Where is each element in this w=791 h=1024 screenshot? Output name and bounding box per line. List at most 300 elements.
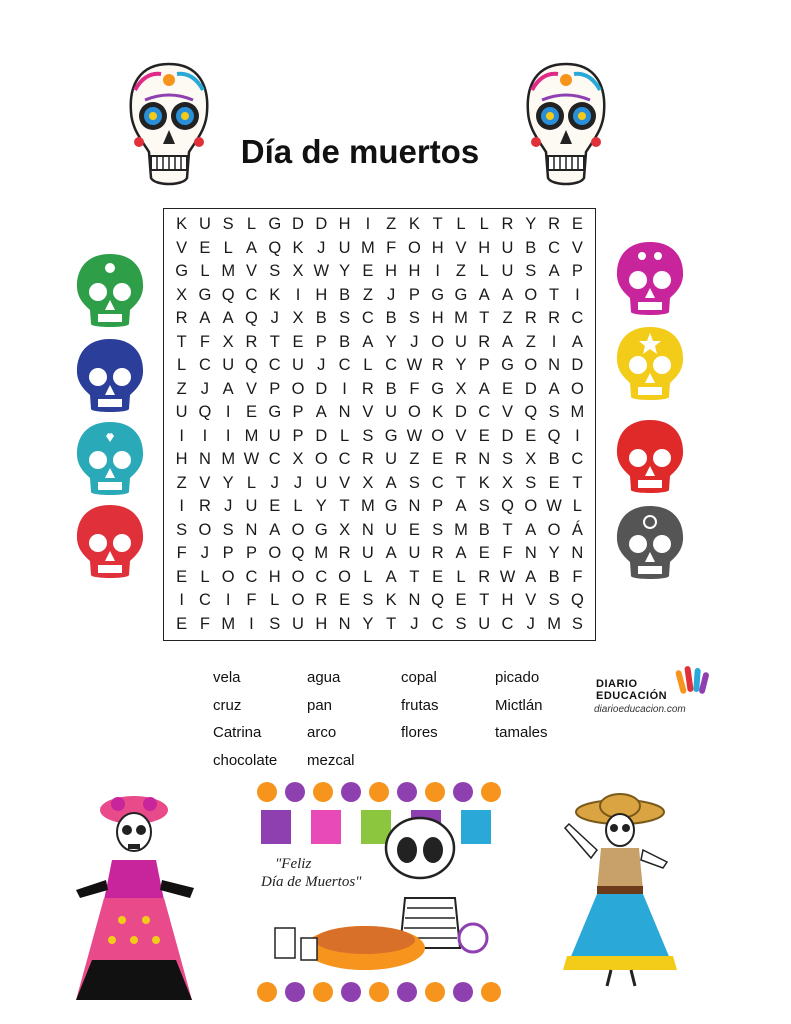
- grid-letter[interactable]: A: [385, 567, 397, 586]
- grid-letter[interactable]: J: [526, 614, 535, 633]
- grid-letter[interactable]: C: [431, 614, 444, 633]
- grid-letter[interactable]: X: [222, 332, 234, 351]
- grid-letter[interactable]: C: [245, 567, 258, 586]
- grid-letter[interactable]: X: [455, 379, 467, 398]
- grid-letter[interactable]: D: [501, 426, 514, 445]
- grid-letter[interactable]: Q: [198, 403, 212, 421]
- grid-letter[interactable]: Q: [431, 591, 445, 609]
- grid-letter[interactable]: L: [479, 215, 489, 233]
- grid-letter[interactable]: O: [547, 520, 561, 539]
- grid-letter[interactable]: N: [524, 544, 537, 562]
- grid-letter[interactable]: A: [222, 379, 234, 398]
- grid-letter[interactable]: Y: [222, 473, 234, 492]
- grid-letter[interactable]: Y: [339, 262, 351, 280]
- grid-letter[interactable]: A: [571, 332, 583, 351]
- grid-letter[interactable]: G: [268, 215, 282, 233]
- grid-letter[interactable]: C: [198, 356, 211, 374]
- grid-letter[interactable]: K: [269, 285, 281, 304]
- grid-letter[interactable]: J: [270, 473, 279, 492]
- grid-letter[interactable]: O: [291, 591, 305, 609]
- grid-letter[interactable]: E: [339, 591, 351, 609]
- grid-letter[interactable]: S: [548, 591, 560, 609]
- grid-letter[interactable]: E: [269, 497, 281, 515]
- grid-letter[interactable]: T: [572, 473, 583, 492]
- grid-letter[interactable]: Z: [409, 450, 420, 468]
- grid-letter[interactable]: R: [548, 309, 561, 327]
- grid-letter[interactable]: Q: [501, 497, 514, 515]
- grid-letter[interactable]: N: [548, 356, 561, 374]
- grid-letter[interactable]: D: [315, 215, 328, 233]
- grid-letter[interactable]: U: [385, 520, 398, 539]
- grid-letter[interactable]: K: [478, 473, 490, 492]
- grid-letter[interactable]: B: [385, 309, 397, 327]
- grid-letter[interactable]: E: [362, 262, 374, 280]
- grid-letter[interactable]: N: [408, 591, 421, 609]
- grid-letter[interactable]: S: [222, 520, 234, 539]
- grid-letter[interactable]: H: [315, 285, 328, 304]
- grid-letter[interactable]: D: [315, 379, 328, 398]
- grid-letter[interactable]: V: [571, 238, 583, 257]
- grid-letter[interactable]: N: [338, 403, 351, 421]
- grid-letter[interactable]: R: [524, 309, 537, 327]
- grid-letter[interactable]: E: [176, 567, 188, 586]
- grid-letter[interactable]: S: [502, 450, 514, 468]
- grid-letter[interactable]: E: [478, 544, 490, 562]
- grid-letter[interactable]: V: [362, 403, 374, 421]
- grid-letter[interactable]: J: [200, 379, 210, 398]
- grid-letter[interactable]: J: [387, 285, 396, 304]
- grid-letter[interactable]: W: [406, 356, 423, 374]
- grid-letter[interactable]: G: [454, 285, 468, 304]
- grid-letter[interactable]: R: [478, 567, 491, 586]
- grid-letter[interactable]: E: [502, 379, 514, 398]
- grid-letter[interactable]: K: [408, 215, 420, 233]
- grid-letter[interactable]: J: [200, 544, 210, 562]
- grid-letter[interactable]: L: [223, 238, 233, 257]
- grid-letter[interactable]: O: [407, 238, 421, 257]
- grid-letter[interactable]: J: [317, 356, 326, 374]
- grid-letter[interactable]: V: [339, 473, 351, 492]
- grid-letter[interactable]: D: [524, 379, 537, 398]
- grid-letter[interactable]: H: [431, 238, 444, 257]
- grid-letter[interactable]: B: [385, 379, 397, 398]
- grid-letter[interactable]: G: [314, 520, 328, 539]
- grid-letter[interactable]: O: [431, 426, 445, 445]
- grid-letter[interactable]: I: [179, 497, 184, 515]
- grid-letter[interactable]: Q: [524, 403, 538, 421]
- grid-letter[interactable]: A: [385, 544, 397, 562]
- grid-letter[interactable]: E: [455, 591, 467, 609]
- grid-letter[interactable]: C: [385, 356, 398, 374]
- grid-letter[interactable]: O: [198, 520, 212, 539]
- grid-letter[interactable]: K: [176, 215, 188, 233]
- grid-letter[interactable]: B: [548, 567, 560, 586]
- grid-letter[interactable]: G: [175, 262, 189, 280]
- grid-letter[interactable]: Q: [291, 544, 305, 562]
- grid-letter[interactable]: V: [502, 403, 514, 421]
- grid-letter[interactable]: A: [222, 309, 234, 327]
- grid-letter[interactable]: U: [315, 473, 328, 492]
- grid-letter[interactable]: E: [176, 614, 188, 633]
- grid-letter[interactable]: G: [501, 356, 514, 374]
- grid-letter[interactable]: V: [176, 238, 188, 257]
- grid-letter[interactable]: T: [479, 309, 490, 327]
- grid-letter[interactable]: S: [408, 473, 420, 492]
- grid-letter[interactable]: C: [571, 309, 584, 327]
- grid-letter[interactable]: P: [571, 262, 583, 280]
- grid-letter[interactable]: R: [198, 497, 211, 515]
- grid-letter[interactable]: A: [455, 497, 467, 515]
- grid-letter[interactable]: M: [570, 403, 585, 421]
- grid-letter[interactable]: A: [525, 567, 537, 586]
- grid-letter[interactable]: F: [176, 544, 187, 562]
- grid-letter[interactable]: Y: [548, 544, 560, 562]
- grid-letter[interactable]: M: [314, 544, 329, 562]
- grid-letter[interactable]: A: [502, 332, 514, 351]
- grid-letter[interactable]: S: [478, 497, 490, 515]
- grid-letter[interactable]: X: [525, 450, 537, 468]
- grid-letter[interactable]: O: [431, 332, 445, 351]
- grid-letter[interactable]: B: [548, 450, 560, 468]
- grid-letter[interactable]: I: [202, 426, 208, 445]
- grid-letter[interactable]: Z: [502, 309, 513, 327]
- grid-letter[interactable]: H: [175, 450, 188, 468]
- grid-letter[interactable]: C: [478, 403, 491, 421]
- grid-letter[interactable]: S: [408, 309, 420, 327]
- grid-letter[interactable]: A: [269, 520, 281, 539]
- grid-letter[interactable]: S: [525, 262, 537, 280]
- grid-letter[interactable]: V: [199, 473, 211, 492]
- grid-letter[interactable]: M: [221, 262, 236, 280]
- grid-letter[interactable]: M: [547, 614, 561, 633]
- grid-letter[interactable]: X: [502, 473, 514, 492]
- grid-letter[interactable]: I: [575, 426, 580, 445]
- grid-letter[interactable]: I: [551, 332, 557, 351]
- grid-letter[interactable]: C: [268, 450, 281, 468]
- grid-letter[interactable]: I: [249, 614, 254, 633]
- grid-letter[interactable]: Z: [176, 379, 187, 398]
- grid-letter[interactable]: P: [478, 356, 490, 374]
- grid-letter[interactable]: P: [432, 497, 444, 515]
- grid-letter[interactable]: S: [176, 520, 188, 539]
- grid-letter[interactable]: R: [315, 591, 328, 609]
- grid-letter[interactable]: U: [292, 356, 304, 374]
- grid-letter[interactable]: G: [384, 497, 398, 515]
- grid-letter[interactable]: V: [455, 426, 467, 445]
- grid-letter[interactable]: C: [548, 238, 561, 257]
- grid-letter[interactable]: R: [455, 450, 467, 468]
- grid-letter[interactable]: H: [268, 567, 281, 586]
- grid-letter[interactable]: A: [478, 285, 490, 304]
- grid-letter[interactable]: C: [431, 473, 444, 492]
- grid-letter[interactable]: V: [525, 591, 537, 609]
- grid-letter[interactable]: I: [295, 285, 301, 304]
- grid-letter[interactable]: S: [571, 614, 583, 633]
- grid-letter[interactable]: T: [386, 614, 397, 633]
- grid-letter[interactable]: D: [455, 403, 467, 421]
- grid-letter[interactable]: L: [293, 497, 303, 515]
- grid-letter[interactable]: Q: [221, 285, 235, 304]
- grid-letter[interactable]: C: [338, 450, 351, 468]
- grid-letter[interactable]: U: [175, 403, 188, 421]
- grid-letter[interactable]: C: [268, 356, 281, 374]
- grid-letter[interactable]: A: [199, 309, 211, 327]
- grid-letter[interactable]: A: [502, 285, 514, 304]
- grid-letter[interactable]: O: [291, 520, 305, 539]
- grid-letter[interactable]: S: [548, 403, 560, 421]
- grid-letter[interactable]: C: [338, 356, 351, 374]
- grid-letter[interactable]: U: [198, 215, 211, 233]
- grid-letter[interactable]: P: [222, 544, 234, 562]
- grid-letter[interactable]: O: [291, 379, 305, 398]
- grid-letter[interactable]: U: [385, 450, 398, 468]
- grid-letter[interactable]: U: [245, 497, 258, 515]
- grid-letter[interactable]: E: [245, 403, 257, 421]
- grid-letter[interactable]: Q: [547, 426, 561, 445]
- grid-letter[interactable]: M: [360, 497, 375, 515]
- grid-letter[interactable]: U: [338, 238, 351, 257]
- grid-letter[interactable]: G: [198, 285, 212, 304]
- grid-letter[interactable]: H: [501, 591, 514, 609]
- grid-letter[interactable]: L: [479, 262, 489, 280]
- grid-letter[interactable]: C: [245, 285, 258, 304]
- grid-letter[interactable]: H: [431, 309, 444, 327]
- grid-letter[interactable]: S: [362, 426, 374, 445]
- word-search-grid[interactable]: [163, 208, 596, 641]
- grid-letter[interactable]: X: [362, 473, 374, 492]
- grid-letter[interactable]: W: [313, 262, 330, 280]
- grid-letter[interactable]: I: [225, 426, 231, 445]
- grid-letter[interactable]: U: [501, 238, 514, 257]
- grid-letter[interactable]: A: [315, 403, 327, 421]
- grid-letter[interactable]: L: [456, 215, 466, 233]
- grid-letter[interactable]: B: [478, 520, 490, 539]
- grid-letter[interactable]: R: [361, 450, 374, 468]
- grid-letter[interactable]: L: [246, 215, 257, 233]
- grid-letter[interactable]: O: [291, 567, 305, 586]
- grid-letter[interactable]: O: [338, 567, 351, 586]
- grid-letter[interactable]: C: [501, 614, 514, 633]
- grid-letter[interactable]: I: [575, 285, 580, 304]
- grid-letter[interactable]: J: [270, 309, 279, 327]
- grid-letter[interactable]: R: [501, 215, 514, 233]
- grid-letter[interactable]: M: [244, 426, 259, 445]
- grid-letter[interactable]: Á: [571, 520, 583, 539]
- grid-letter[interactable]: G: [431, 379, 445, 398]
- grid-letter[interactable]: R: [338, 544, 351, 562]
- grid-letter[interactable]: K: [432, 403, 444, 421]
- grid-letter[interactable]: T: [549, 285, 560, 304]
- grid-letter[interactable]: I: [435, 262, 440, 280]
- grid-letter[interactable]: S: [525, 473, 537, 492]
- grid-letter[interactable]: Q: [245, 309, 258, 327]
- grid-letter[interactable]: H: [408, 262, 421, 280]
- grid-letter[interactable]: B: [315, 309, 327, 327]
- grid-letter[interactable]: E: [408, 520, 420, 539]
- grid-letter[interactable]: N: [361, 520, 374, 539]
- grid-letter[interactable]: C: [198, 591, 211, 609]
- grid-letter[interactable]: F: [409, 379, 420, 398]
- grid-letter[interactable]: B: [339, 332, 351, 351]
- grid-letter[interactable]: C: [571, 450, 584, 468]
- grid-letter[interactable]: O: [570, 379, 584, 398]
- grid-letter[interactable]: L: [200, 262, 210, 280]
- grid-letter[interactable]: D: [571, 356, 584, 374]
- grid-letter[interactable]: D: [292, 215, 304, 233]
- grid-letter[interactable]: N: [198, 450, 211, 468]
- grid-letter[interactable]: X: [339, 520, 351, 539]
- grid-letter[interactable]: A: [548, 379, 560, 398]
- grid-letter[interactable]: R: [245, 332, 258, 351]
- grid-letter[interactable]: A: [385, 473, 397, 492]
- grid-letter[interactable]: R: [478, 332, 491, 351]
- grid-letter[interactable]: E: [525, 426, 537, 445]
- grid-letter[interactable]: I: [225, 591, 231, 609]
- grid-letter[interactable]: T: [176, 332, 187, 351]
- grid-letter[interactable]: A: [362, 332, 374, 351]
- grid-letter[interactable]: O: [524, 285, 538, 304]
- grid-letter[interactable]: J: [293, 473, 303, 492]
- grid-letter[interactable]: M: [454, 309, 468, 327]
- grid-letter[interactable]: S: [455, 614, 467, 633]
- grid-letter[interactable]: Z: [455, 262, 467, 280]
- grid-letter[interactable]: L: [200, 567, 210, 586]
- grid-letter[interactable]: U: [292, 614, 304, 633]
- grid-letter[interactable]: K: [385, 591, 397, 609]
- grid-letter[interactable]: F: [199, 332, 210, 351]
- grid-letter[interactable]: S: [339, 309, 351, 327]
- grid-letter[interactable]: F: [572, 567, 583, 586]
- grid-letter[interactable]: L: [363, 356, 373, 374]
- grid-letter[interactable]: Z: [176, 473, 187, 492]
- grid-letter[interactable]: T: [479, 591, 490, 609]
- grid-letter[interactable]: E: [548, 473, 560, 492]
- grid-letter[interactable]: O: [314, 450, 328, 468]
- grid-letter[interactable]: Y: [455, 356, 467, 374]
- grid-letter[interactable]: I: [365, 215, 371, 233]
- grid-letter[interactable]: L: [339, 426, 350, 445]
- grid-letter[interactable]: A: [455, 544, 467, 562]
- grid-letter[interactable]: V: [245, 379, 257, 398]
- grid-letter[interactable]: V: [455, 238, 467, 257]
- diario-educacion-logo[interactable]: [594, 660, 714, 720]
- grid-letter[interactable]: M: [360, 238, 375, 257]
- grid-letter[interactable]: E: [571, 215, 583, 233]
- grid-letter[interactable]: Q: [570, 591, 584, 609]
- grid-letter[interactable]: J: [224, 497, 233, 515]
- grid-letter[interactable]: E: [432, 450, 444, 468]
- grid-letter[interactable]: O: [407, 403, 421, 421]
- grid-letter[interactable]: T: [269, 332, 280, 351]
- grid-letter[interactable]: F: [199, 614, 210, 633]
- grid-letter[interactable]: E: [292, 332, 304, 351]
- grid-letter[interactable]: G: [268, 403, 282, 421]
- grid-letter[interactable]: N: [478, 450, 491, 468]
- grid-letter[interactable]: I: [225, 403, 231, 421]
- grid-letter[interactable]: K: [292, 238, 304, 257]
- grid-letter[interactable]: U: [361, 544, 374, 562]
- grid-letter[interactable]: W: [499, 567, 516, 586]
- grid-letter[interactable]: U: [408, 544, 421, 562]
- grid-letter[interactable]: X: [292, 309, 304, 327]
- grid-letter[interactable]: T: [502, 520, 513, 539]
- grid-letter[interactable]: A: [525, 520, 537, 539]
- grid-letter[interactable]: M: [454, 520, 468, 539]
- grid-letter[interactable]: U: [478, 614, 491, 633]
- grid-letter[interactable]: N: [245, 520, 258, 539]
- grid-letter[interactable]: L: [363, 567, 373, 586]
- grid-letter[interactable]: I: [179, 426, 184, 445]
- grid-letter[interactable]: Y: [525, 215, 537, 233]
- grid-letter[interactable]: S: [362, 591, 374, 609]
- grid-letter[interactable]: H: [315, 614, 328, 633]
- grid-letter[interactable]: A: [478, 379, 490, 398]
- grid-letter[interactable]: P: [292, 426, 304, 445]
- grid-letter[interactable]: E: [478, 426, 490, 445]
- grid-letter[interactable]: X: [292, 262, 304, 280]
- grid-letter[interactable]: S: [222, 215, 234, 233]
- grid-letter[interactable]: T: [432, 215, 443, 233]
- grid-letter[interactable]: R: [361, 379, 374, 398]
- grid-letter[interactable]: U: [222, 356, 235, 374]
- grid-letter[interactable]: N: [338, 614, 351, 633]
- grid-letter[interactable]: T: [455, 473, 467, 492]
- grid-letter[interactable]: L: [270, 591, 280, 609]
- grid-letter[interactable]: T: [409, 567, 420, 586]
- grid-letter[interactable]: W: [546, 497, 562, 515]
- grid-letter[interactable]: C: [361, 309, 374, 327]
- grid-letter[interactable]: X: [176, 285, 188, 304]
- grid-letter[interactable]: R: [175, 309, 188, 327]
- grid-letter[interactable]: U: [385, 403, 398, 421]
- grid-letter[interactable]: U: [268, 426, 281, 445]
- grid-letter[interactable]: Y: [362, 614, 374, 633]
- grid-letter[interactable]: W: [406, 426, 423, 445]
- grid-letter[interactable]: F: [386, 238, 397, 257]
- grid-letter[interactable]: Z: [362, 285, 373, 304]
- grid-letter[interactable]: L: [572, 497, 582, 515]
- grid-letter[interactable]: P: [245, 544, 257, 562]
- grid-letter[interactable]: C: [315, 567, 328, 586]
- grid-letter[interactable]: J: [410, 614, 419, 633]
- grid-letter[interactable]: I: [179, 591, 184, 609]
- grid-letter[interactable]: P: [269, 379, 281, 398]
- grid-letter[interactable]: E: [432, 567, 444, 586]
- grid-letter[interactable]: O: [524, 497, 538, 515]
- grid-letter[interactable]: M: [221, 614, 236, 633]
- grid-letter[interactable]: F: [246, 591, 257, 609]
- grid-letter[interactable]: B: [339, 285, 351, 304]
- grid-letter[interactable]: E: [199, 238, 211, 257]
- grid-letter[interactable]: V: [245, 262, 257, 280]
- grid-letter[interactable]: J: [317, 238, 326, 257]
- grid-letter[interactable]: T: [339, 497, 350, 515]
- grid-letter[interactable]: S: [432, 520, 444, 539]
- grid-letter[interactable]: Y: [315, 497, 327, 515]
- grid-letter[interactable]: U: [455, 332, 467, 351]
- grid-letter[interactable]: A: [245, 238, 257, 257]
- grid-letter[interactable]: O: [221, 567, 235, 586]
- grid-letter[interactable]: Q: [245, 356, 258, 374]
- grid-letter[interactable]: B: [525, 238, 537, 257]
- grid-letter[interactable]: D: [315, 426, 328, 445]
- grid-letter[interactable]: G: [431, 285, 445, 304]
- grid-letter[interactable]: S: [269, 262, 281, 280]
- grid-letter[interactable]: R: [548, 215, 561, 233]
- grid-letter[interactable]: P: [408, 285, 420, 304]
- grid-letter[interactable]: A: [548, 262, 560, 280]
- grid-letter[interactable]: W: [243, 450, 260, 468]
